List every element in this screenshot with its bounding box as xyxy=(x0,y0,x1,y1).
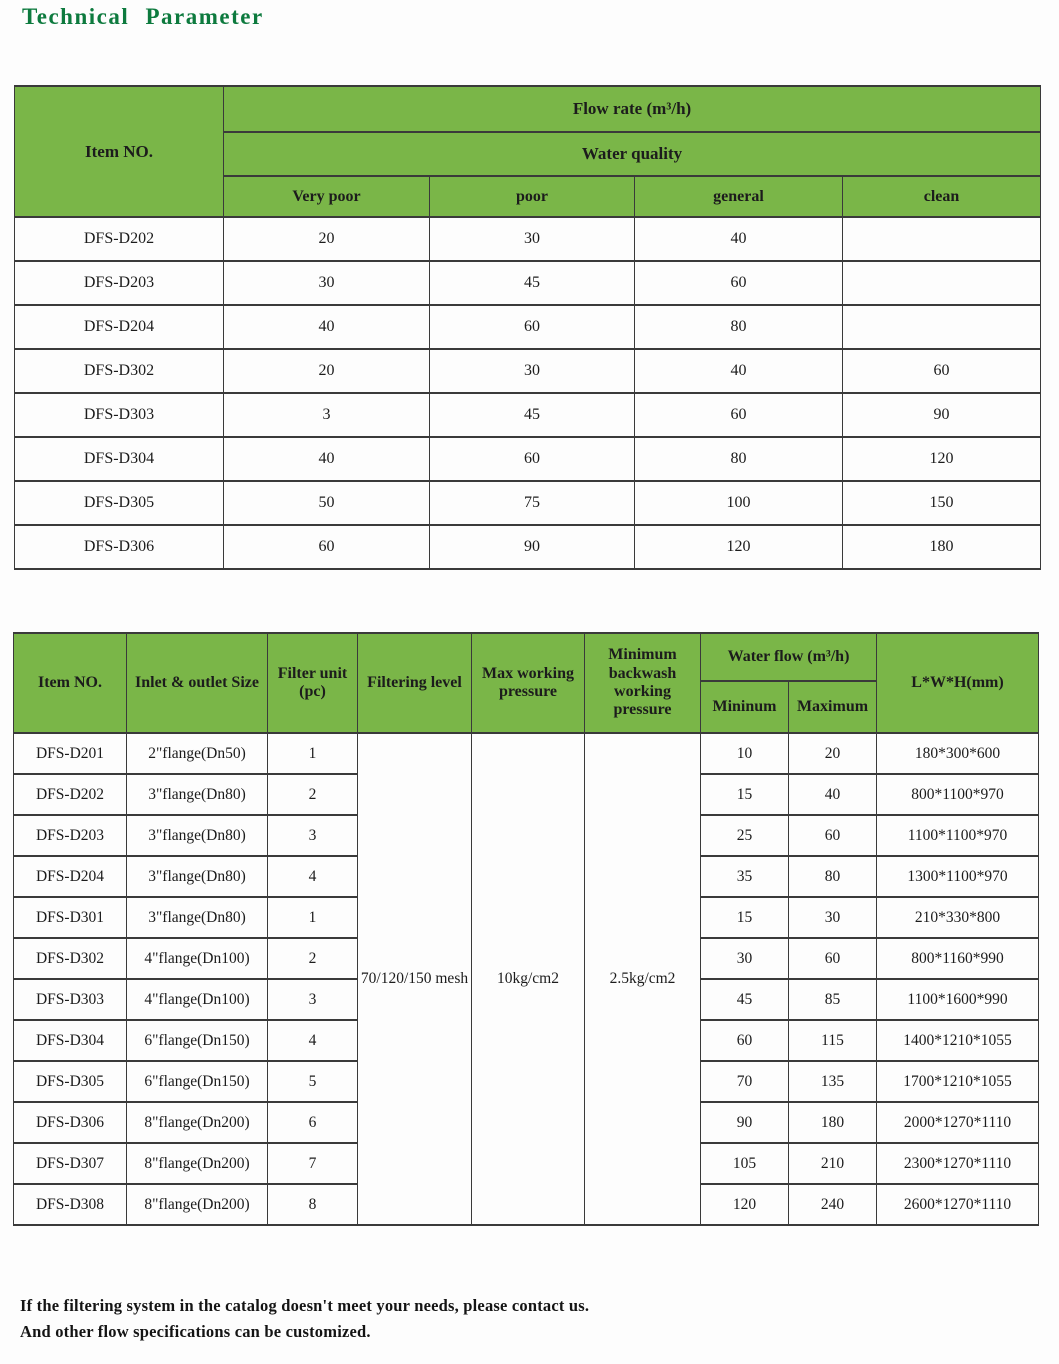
footer-note xyxy=(20,1293,1020,1345)
water-quality-col-clean: clean xyxy=(843,176,1041,217)
flow-value-cell: 90 xyxy=(843,393,1041,437)
inlet-size-cell: 2"flange(Dn50) xyxy=(127,733,268,774)
flow-value-cell: 40 xyxy=(224,437,430,481)
flow-rate-row xyxy=(15,305,1041,349)
water-flow-min-cell: 90 xyxy=(701,1102,789,1143)
flow-value-cell xyxy=(843,261,1041,305)
item-no-cell: DFS-D203 xyxy=(14,815,127,856)
item-no-cell: DFS-D308 xyxy=(14,1184,127,1225)
water-flow-min-cell: 30 xyxy=(701,938,789,979)
filter-unit-header: Filter unit (pc) xyxy=(268,633,358,733)
filter-unit-cell: 5 xyxy=(268,1061,358,1102)
flow-value-cell: 45 xyxy=(430,393,635,437)
item-no-cell: DFS-D302 xyxy=(14,938,127,979)
flow-value-cell: 3 xyxy=(224,393,430,437)
filter-unit-cell: 7 xyxy=(268,1143,358,1184)
inlet-size-cell: 8"flange(Dn200) xyxy=(127,1184,268,1225)
filtering-level-header: Filtering level xyxy=(358,633,472,733)
filtering-level-cell: 70/120/150 mesh xyxy=(358,733,472,1225)
water-flow-max-cell: 115 xyxy=(789,1020,877,1061)
spec-table xyxy=(13,632,1039,1226)
water-flow-min-cell: 60 xyxy=(701,1020,789,1061)
flow-value-cell: 30 xyxy=(430,349,635,393)
item-no-cell: DFS-D202 xyxy=(15,217,224,261)
water-flow-max-cell: 60 xyxy=(789,938,877,979)
water-flow-max-cell: 180 xyxy=(789,1102,877,1143)
spec-item-no-header: Item NO. xyxy=(14,633,127,733)
inlet-size-cell: 8"flange(Dn200) xyxy=(127,1102,268,1143)
dimensions-cell: 1100*1100*970 xyxy=(877,815,1039,856)
water-quality-col-general: general xyxy=(635,176,843,217)
inlet-size-cell: 4"flange(Dn100) xyxy=(127,979,268,1020)
min-backwash-header: Minimum backwash working pressure xyxy=(585,633,701,733)
dimensions-cell: 800*1100*970 xyxy=(877,774,1039,815)
item-no-cell: DFS-D303 xyxy=(14,979,127,1020)
water-flow-max-cell: 30 xyxy=(789,897,877,938)
flow-value-cell: 50 xyxy=(224,481,430,525)
flow-rate-row xyxy=(15,393,1041,437)
min-backwash-cell: 2.5kg/cm2 xyxy=(585,733,701,1225)
flow-value-cell: 75 xyxy=(430,481,635,525)
max-pressure-cell: 10kg/cm2 xyxy=(472,733,585,1225)
dimensions-cell: 180*300*600 xyxy=(877,733,1039,774)
flow-rate-header: Flow rate (m³/h) xyxy=(224,86,1041,132)
water-flow-min-cell: 25 xyxy=(701,815,789,856)
filter-unit-cell: 2 xyxy=(268,938,358,979)
flow-rate-table-body xyxy=(15,217,1041,569)
inlet-size-cell: 8"flange(Dn200) xyxy=(127,1143,268,1184)
water-flow-min-header: Mininum xyxy=(701,681,789,733)
water-flow-min-cell: 10 xyxy=(701,733,789,774)
water-quality-col-very-poor: Very poor xyxy=(224,176,430,217)
water-flow-max-cell: 135 xyxy=(789,1061,877,1102)
item-no-cell: DFS-D307 xyxy=(14,1143,127,1184)
water-flow-max-header: Maximum xyxy=(789,681,877,733)
lwh-header: L*W*H(mm) xyxy=(877,633,1039,733)
flow-value-cell: 120 xyxy=(635,525,843,569)
flow-value-cell: 60 xyxy=(224,525,430,569)
flow-rate-row xyxy=(15,525,1041,569)
flow-value-cell xyxy=(843,217,1041,261)
inlet-size-cell: 6"flange(Dn150) xyxy=(127,1020,268,1061)
item-no-cell: DFS-D302 xyxy=(15,349,224,393)
water-flow-max-cell: 210 xyxy=(789,1143,877,1184)
flow-value-cell: 40 xyxy=(635,217,843,261)
item-no-cell: DFS-D202 xyxy=(14,774,127,815)
footer-line-1: If the filtering system in the catalog doesn't meet your needs, please contact us. xyxy=(20,1296,590,1315)
filter-unit-cell: 6 xyxy=(268,1102,358,1143)
item-no-cell: DFS-D304 xyxy=(15,437,224,481)
flow-value-cell xyxy=(843,305,1041,349)
item-no-cell: DFS-D301 xyxy=(14,897,127,938)
flow-rate-table xyxy=(14,85,1041,570)
dimensions-cell: 1400*1210*1055 xyxy=(877,1020,1039,1061)
inlet-outlet-header: Inlet & outlet Size xyxy=(127,633,268,733)
flow-value-cell: 80 xyxy=(635,305,843,349)
flow-value-cell: 150 xyxy=(843,481,1041,525)
flow-value-cell: 180 xyxy=(843,525,1041,569)
water-flow-max-cell: 60 xyxy=(789,815,877,856)
filter-unit-cell: 4 xyxy=(268,1020,358,1061)
water-quality-header: Water quality xyxy=(224,132,1041,176)
flow-value-cell: 90 xyxy=(430,525,635,569)
flow-rate-row xyxy=(15,217,1041,261)
flow-rate-row xyxy=(15,261,1041,305)
water-flow-max-cell: 80 xyxy=(789,856,877,897)
flow-rate-row xyxy=(15,349,1041,393)
water-flow-max-cell: 240 xyxy=(789,1184,877,1225)
page-title: Technical Parameter xyxy=(22,4,264,29)
flow-value-cell: 30 xyxy=(224,261,430,305)
spec-row xyxy=(14,733,1039,774)
filter-unit-cell: 3 xyxy=(268,979,358,1020)
max-pressure-header: Max working pressure xyxy=(472,633,585,733)
flow-value-cell: 40 xyxy=(224,305,430,349)
dimensions-cell: 1700*1210*1055 xyxy=(877,1061,1039,1102)
filter-unit-cell: 3 xyxy=(268,815,358,856)
flow-value-cell: 45 xyxy=(430,261,635,305)
dimensions-cell: 1300*1100*970 xyxy=(877,856,1039,897)
inlet-size-cell: 3"flange(Dn80) xyxy=(127,897,268,938)
water-flow-header: Water flow (m³/h) xyxy=(701,633,877,681)
flow-value-cell: 120 xyxy=(843,437,1041,481)
water-quality-col-poor: poor xyxy=(430,176,635,217)
flow-rate-row xyxy=(15,481,1041,525)
flow-value-cell: 60 xyxy=(635,261,843,305)
dimensions-cell: 2300*1270*1110 xyxy=(877,1143,1039,1184)
water-flow-min-cell: 15 xyxy=(701,774,789,815)
filter-unit-cell: 4 xyxy=(268,856,358,897)
flow-value-cell: 20 xyxy=(224,217,430,261)
inlet-size-cell: 3"flange(Dn80) xyxy=(127,856,268,897)
inlet-size-cell: 3"flange(Dn80) xyxy=(127,815,268,856)
flow-value-cell: 60 xyxy=(430,437,635,481)
dimensions-cell: 800*1160*990 xyxy=(877,938,1039,979)
flow-value-cell: 100 xyxy=(635,481,843,525)
item-no-cell: DFS-D306 xyxy=(14,1102,127,1143)
flow-value-cell: 60 xyxy=(635,393,843,437)
flow-value-cell: 20 xyxy=(224,349,430,393)
flow-value-cell: 60 xyxy=(430,305,635,349)
item-no-cell: DFS-D204 xyxy=(14,856,127,897)
water-flow-min-cell: 35 xyxy=(701,856,789,897)
item-no-cell: DFS-D303 xyxy=(15,393,224,437)
item-no-cell: DFS-D305 xyxy=(15,481,224,525)
inlet-size-cell: 6"flange(Dn150) xyxy=(127,1061,268,1102)
filter-unit-cell: 2 xyxy=(268,774,358,815)
item-no-cell: DFS-D201 xyxy=(14,733,127,774)
spec-table-body xyxy=(14,733,1039,1225)
inlet-size-cell: 4"flange(Dn100) xyxy=(127,938,268,979)
item-no-cell: DFS-D204 xyxy=(15,305,224,349)
filter-unit-cell: 1 xyxy=(268,897,358,938)
water-flow-max-cell: 85 xyxy=(789,979,877,1020)
water-flow-min-cell: 105 xyxy=(701,1143,789,1184)
filter-unit-cell: 1 xyxy=(268,733,358,774)
inlet-size-cell: 3"flange(Dn80) xyxy=(127,774,268,815)
flow-table-item-no-header: Item NO. xyxy=(15,86,224,217)
flow-rate-row xyxy=(15,437,1041,481)
footer-line-2: And other flow specifications can be customized. xyxy=(20,1322,371,1341)
dimensions-cell: 1100*1600*990 xyxy=(877,979,1039,1020)
dimensions-cell: 2600*1270*1110 xyxy=(877,1184,1039,1225)
water-flow-min-cell: 70 xyxy=(701,1061,789,1102)
item-no-cell: DFS-D203 xyxy=(15,261,224,305)
water-flow-max-cell: 20 xyxy=(789,733,877,774)
dimensions-cell: 2000*1270*1110 xyxy=(877,1102,1039,1143)
dimensions-cell: 210*330*800 xyxy=(877,897,1039,938)
flow-value-cell: 60 xyxy=(843,349,1041,393)
item-no-cell: DFS-D306 xyxy=(15,525,224,569)
filter-unit-cell: 8 xyxy=(268,1184,358,1225)
item-no-cell: DFS-D305 xyxy=(14,1061,127,1102)
water-flow-min-cell: 45 xyxy=(701,979,789,1020)
flow-value-cell: 40 xyxy=(635,349,843,393)
flow-value-cell: 80 xyxy=(635,437,843,481)
water-flow-min-cell: 15 xyxy=(701,897,789,938)
flow-value-cell: 30 xyxy=(430,217,635,261)
water-flow-min-cell: 120 xyxy=(701,1184,789,1225)
water-flow-max-cell: 40 xyxy=(789,774,877,815)
item-no-cell: DFS-D304 xyxy=(14,1020,127,1061)
